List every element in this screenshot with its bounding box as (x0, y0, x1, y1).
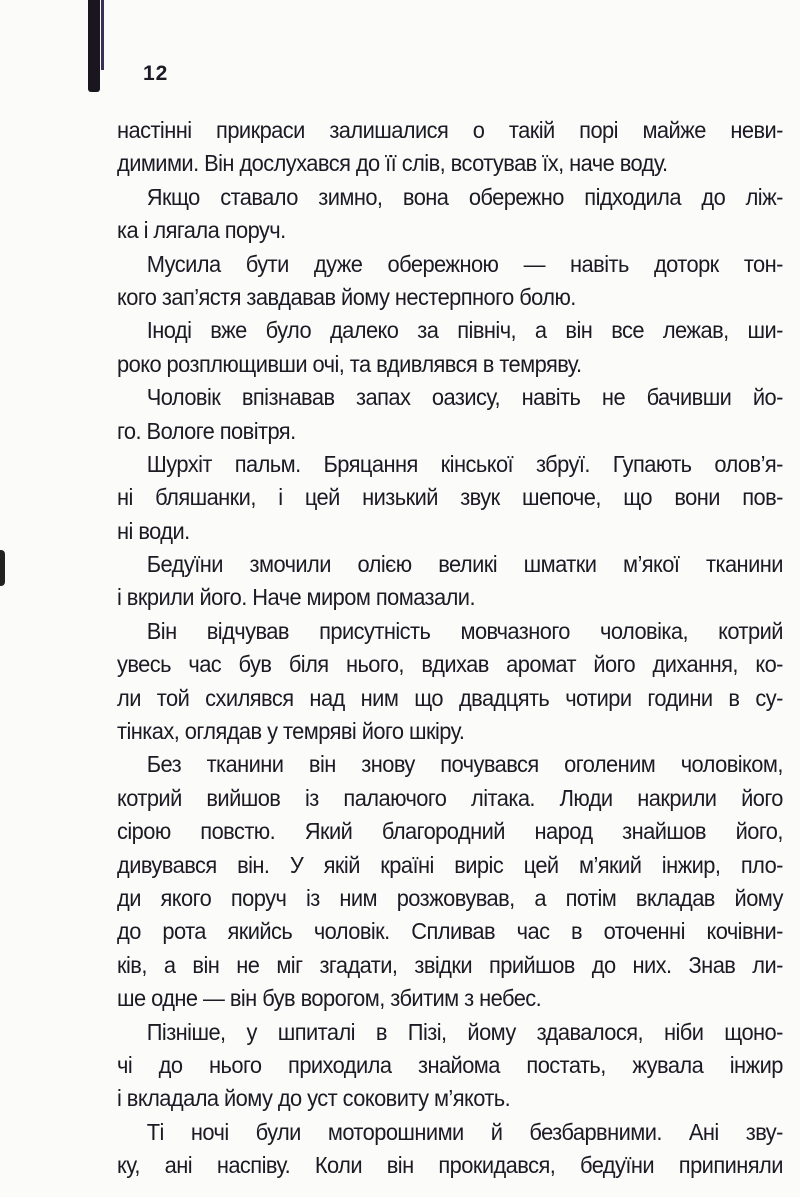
text-line: ків, а він не міг згадати, звідки прийшов до них. Знав ли- (117, 951, 783, 978)
text-line: сірою повстю. Який благородний народ знайшов його, (117, 818, 783, 845)
text-line: го. Вологе повітря. (117, 417, 296, 444)
text-line: Мусила бути дуже обережною — навіть доторк тон- (146, 250, 783, 277)
text-line: Ті ночі були моторошними й безбарвними. Ані зву- (146, 1118, 783, 1145)
text-line: димими. Він дослухався до її слів, всотував їх, наче воду. (117, 150, 668, 177)
text-line: ні води. (117, 517, 190, 544)
text-line: тінках, оглядав у темряві його шкіру. (117, 718, 465, 745)
paragraph (117, 1116, 783, 1183)
text-line: ні бляшанки, і цей низький звук шепоче, що вони пов- (117, 484, 783, 511)
text-line: Чоловік впізнавав запах оазису, навіть не бачивши йо- (146, 384, 783, 411)
text-line: роко розплющивши очі, та вдивлявся в темряву. (117, 350, 582, 377)
text-line: Без тканини він знову почувався оголеним чоловіком, (146, 751, 783, 778)
text-line: Шурхіт пальм. Бряцання кінської збруї. Гупають олов’я- (146, 450, 783, 477)
binding-shadow-edge (101, 0, 104, 70)
paragraph (117, 381, 783, 448)
paragraph (117, 615, 783, 749)
text-line: кого зап’ястя завдавав йому нестерпного болю. (117, 283, 576, 310)
text-line: ли той схилявся над ним що двадцять чотири години в су- (117, 684, 783, 711)
text-line: настінні прикраси залишалися о такій порі майже неви- (117, 117, 783, 143)
text-line: ше одне — він був ворогом, збитим з небес. (117, 985, 542, 1012)
paragraph (117, 548, 783, 615)
text-line: ку, ані наспіву. Коли він прокидався, бедуїни припиняли (117, 1152, 783, 1179)
body-text (117, 114, 783, 1183)
paragraph (117, 181, 783, 248)
text-line: чі до нього приходила знайома постать, жувала інжир (117, 1051, 783, 1078)
text-line: дивувався він. У якій країні виріс цей м’який інжир, пло- (117, 851, 783, 878)
text-line: увесь час був біля нього, вдихав аромат його дихання, ко- (117, 651, 783, 678)
paragraph (117, 448, 783, 548)
text-line: ди якого поруч із ним розжовував, а потім вкладав йому (117, 884, 783, 911)
text-line: до рота якийсь чоловік. Спливав час в оточенні кочівни- (117, 918, 783, 945)
paragraph (117, 748, 783, 1015)
page-number: 12 (143, 62, 169, 85)
text-line: Якщо ставало зимно, вона обережно підходила до ліж- (146, 183, 783, 210)
text-line: і вкрили його. Наче миром помазали. (117, 584, 475, 611)
text-line: ка і лягала поруч. (117, 217, 286, 244)
binding-shadow (88, 0, 100, 92)
scan-edge-mark (0, 550, 5, 586)
paragraph (117, 1016, 783, 1116)
paragraph (117, 248, 783, 315)
text-line: котрий вийшов із палаючого літака. Люди накрили його (117, 784, 783, 811)
text-line: Іноді вже було далеко за північ, а він все лежав, ши- (146, 317, 783, 344)
text-line: Він відчував присутність мовчазного чоловіка, котрий (146, 617, 783, 644)
paragraph (117, 114, 783, 181)
text-line: Пізніше, у шпиталі в Пізі, йому здавалося, ніби щоно- (146, 1018, 783, 1045)
text-line: Бедуїни змочили олією великі шматки м’якої тканини (146, 551, 783, 578)
paragraph (117, 314, 783, 381)
text-line: і вкладала йому до уст соковиту м’якоть. (117, 1085, 511, 1112)
